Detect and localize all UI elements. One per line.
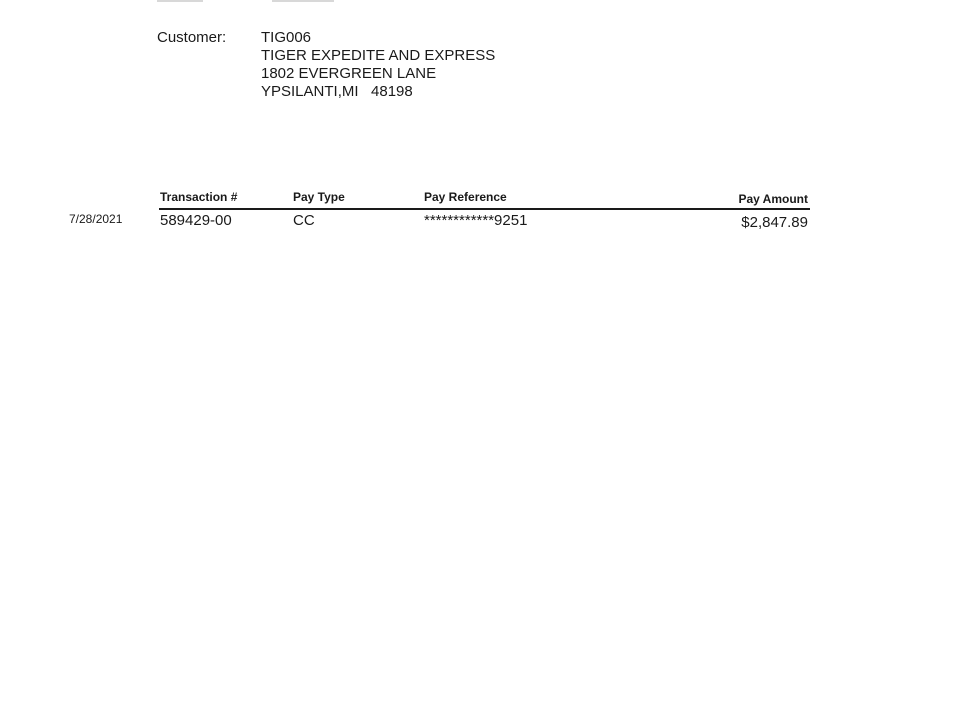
row-date: 7/28/2021: [69, 212, 123, 226]
customer-city-state-zip: YPSILANTI,MI 48198: [261, 83, 413, 100]
cropped-text-remnant: [272, 0, 334, 2]
row-pay-amount: $2,847.89: [741, 214, 808, 231]
customer-code: TIG006: [261, 29, 312, 46]
customer-address-block: [261, 29, 495, 101]
cropped-text-remnant: [157, 0, 203, 2]
customer-name: TIGER EXPEDITE AND EXPRESS: [261, 47, 496, 64]
column-header-transaction: Transaction #: [160, 190, 238, 204]
customer-address-line: 1802 EVERGREEN LANE: [261, 65, 437, 82]
row-pay-type: CC: [293, 212, 315, 229]
header-rule: [159, 208, 810, 210]
column-header-pay-type: Pay Type: [293, 190, 345, 204]
row-transaction: 589429-00: [160, 212, 232, 229]
column-header-pay-reference: Pay Reference: [424, 190, 507, 204]
row-pay-reference: ************9251: [424, 212, 528, 229]
customer-label: Customer:: [157, 29, 227, 46]
column-header-pay-amount: Pay Amount: [738, 192, 808, 206]
